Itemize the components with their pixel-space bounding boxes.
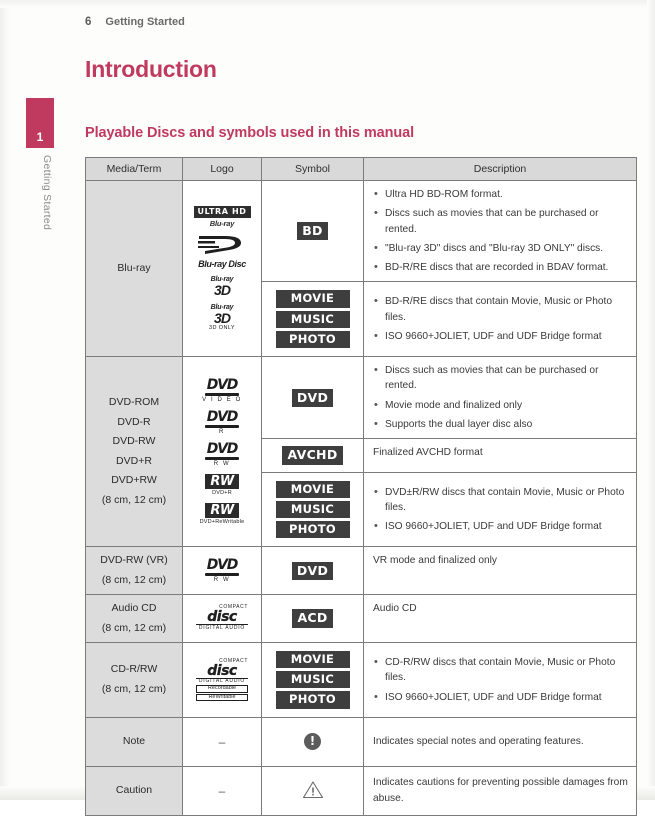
- compact-disc-recordable-logo: COMPACT disc DIGITAL AUDIO Recordable ReWritable: [196, 659, 248, 702]
- symbol-badge-music: MUSIC: [276, 501, 350, 518]
- running-header: [85, 16, 185, 28]
- symbol-badge-dvd: DVD: [292, 562, 333, 580]
- list-item: • BD-R/RE discs that are recorded in BDAV format.: [373, 260, 628, 275]
- media-label: DVD-RW: [112, 435, 156, 448]
- cell-symbol-acd: [262, 595, 364, 643]
- cell-logo-dvdrw-vr: [183, 547, 262, 595]
- bluray-swoosh-icon: [195, 234, 249, 259]
- cell-description-audio-cd: Audio CD: [364, 595, 637, 643]
- cell-media-cd-rrw: [86, 643, 183, 718]
- symbol-badge-acd: ACD: [292, 609, 332, 627]
- media-label: DVD+R: [116, 454, 152, 467]
- list-item: • Ultra HD BD-ROM format.: [373, 187, 628, 202]
- scan-edge-left: [0, 0, 10, 800]
- list-item: • CD-R/RW discs that contain Movie, Music or Photo files.: [373, 655, 628, 686]
- bluray-3d-only-logo: Blu-ray 3D 3D ONLY: [209, 304, 235, 332]
- cell-logo-bluray: [183, 181, 262, 357]
- playable-discs-table: [85, 157, 637, 816]
- list-item: • ISO 9660+JOLIET, UDF and UDF Bridge format: [373, 519, 628, 534]
- table-row: [86, 643, 637, 718]
- cell-symbol-note: [262, 717, 364, 766]
- compact-disc-logo: COMPACT disc DIGITAL AUDIO: [196, 605, 248, 631]
- cell-symbol-dvd: [262, 357, 364, 439]
- symbol-badge-avchd: AVCHD: [282, 446, 342, 464]
- media-label: (8 cm, 12 cm): [101, 573, 167, 586]
- dvd-rw-logo: DVD R W: [206, 557, 238, 584]
- media-label: Audio CD: [111, 602, 157, 615]
- cell-logo-caution: [183, 766, 262, 815]
- header-rule: [85, 34, 637, 35]
- bluray-3d-logo: Blu-ray 3D: [210, 276, 234, 299]
- cell-description-avchd: Finalized AVCHD format: [364, 439, 637, 472]
- chapter-number: 1: [36, 130, 44, 144]
- cell-symbol-avchd: [262, 439, 364, 472]
- cell-description-dvdrw-vr: VR mode and finalized only: [364, 547, 637, 595]
- media-label: Caution: [115, 783, 153, 796]
- dvd-underbar: [205, 573, 239, 576]
- symbol-badge-movie: MOVIE: [276, 481, 350, 498]
- cell-description-dvd-media: [364, 472, 637, 547]
- cell-symbol-bluray-media: [262, 282, 364, 357]
- media-label: Blu-ray: [117, 261, 151, 274]
- dvd-plus-r-logo: RW DVD+R: [205, 474, 238, 496]
- dvd-rw-logo: DVD R W: [206, 441, 238, 468]
- list-item: • Supports the dual layer disc also: [373, 417, 628, 432]
- chapter-side-label: Getting Started: [41, 155, 53, 231]
- list-item: • "Blu-ray 3D" discs and "Blu-ray 3D ONLY" discs.: [373, 241, 628, 256]
- note-exclamation-icon: !: [304, 733, 321, 750]
- media-label: DVD+RW: [111, 474, 157, 487]
- cell-symbol-dvd-media: [262, 472, 364, 547]
- dvd-plus-rewritable-logo: RW DVD+ReWritable: [199, 503, 245, 525]
- table-row: [86, 766, 637, 815]
- table-row: [86, 717, 637, 766]
- table-row: [86, 181, 637, 282]
- media-label: (8 cm, 12 cm): [101, 682, 167, 695]
- running-header-section: Getting Started: [105, 16, 185, 28]
- ultrahd-bluray-logo: ULTRA HD Blu-ray: [194, 206, 251, 228]
- cell-media-caution: [86, 766, 183, 815]
- list-item: • DVD±R/RW discs that contain Movie, Music or Photo files.: [373, 485, 628, 516]
- list-item: • ISO 9660+JOLIET, UDF and UDF Bridge format: [373, 690, 628, 705]
- logo-dash: –: [218, 734, 226, 749]
- cell-media-audio-cd: [86, 595, 183, 643]
- cell-media-dvd: [86, 357, 183, 547]
- list-item: • ISO 9660+JOLIET, UDF and UDF Bridge format: [373, 329, 628, 344]
- symbol-badge-movie: MOVIE: [276, 290, 350, 307]
- cell-description-dvd-1: [364, 357, 637, 439]
- bluray-disc-logo: Blu-ray Disc: [195, 234, 249, 269]
- cell-description-note: Indicates special notes and operating features.: [364, 717, 637, 766]
- table-row: [86, 547, 637, 595]
- cell-symbol-caution: [262, 766, 364, 815]
- cell-symbol-dvd-vr: [262, 547, 364, 595]
- media-label: DVD-R: [117, 415, 151, 428]
- symbol-badge-photo: PHOTO: [276, 521, 350, 538]
- cell-symbol-cd-media: [262, 643, 364, 718]
- symbol-badge-photo: PHOTO: [276, 691, 350, 708]
- list-item: • BD-R/RE discs that contain Movie, Music or Photo files.: [373, 294, 628, 325]
- scan-edge-right: [647, 0, 655, 800]
- logo-dash: –: [218, 783, 226, 798]
- media-label: (8 cm, 12 cm): [101, 493, 167, 506]
- dvd-underbar: [205, 457, 239, 460]
- cell-logo-dvd: [183, 357, 262, 547]
- symbol-badge-music: MUSIC: [276, 671, 350, 688]
- column-header-description: Description: [364, 158, 637, 181]
- cell-symbol-bd: [262, 181, 364, 282]
- chapter-tab: [26, 98, 54, 148]
- cell-description-cd-rrw: [364, 643, 637, 718]
- symbol-badge-music: MUSIC: [276, 311, 350, 328]
- media-label: (8 cm, 12 cm): [101, 621, 167, 634]
- column-header-logo: Logo: [183, 158, 262, 181]
- dvd-underbar: [205, 425, 239, 428]
- list-item: • Discs such as movies that can be purchased or rented.: [373, 363, 628, 394]
- symbol-badge-movie: MOVIE: [276, 651, 350, 668]
- dvd-r-logo: DVD R: [206, 409, 238, 436]
- scan-edge-top: [0, 0, 655, 8]
- cell-logo-note: [183, 717, 262, 766]
- dvd-video-logo: DVD V I D E O: [202, 377, 242, 404]
- cell-description-bluray-1: [364, 181, 637, 282]
- table-row: [86, 595, 637, 643]
- media-label: Note: [122, 734, 146, 747]
- list-item: • Movie mode and finalized only: [373, 398, 628, 413]
- column-header-symbol: Symbol: [262, 158, 364, 181]
- symbol-badge-dvd: DVD: [292, 389, 333, 407]
- column-header-media: Media/Term: [86, 158, 183, 181]
- symbol-badge-photo: PHOTO: [276, 331, 350, 348]
- table-row: [86, 357, 637, 439]
- cell-media-bluray: [86, 181, 183, 357]
- list-item: • Discs such as movies that can be purchased or rented.: [373, 206, 628, 237]
- cell-logo-cd-rrw: [183, 643, 262, 718]
- cell-media-dvdrw-vr: [86, 547, 183, 595]
- media-label: DVD-RW (VR): [100, 554, 168, 567]
- section-title: Playable Discs and symbols used in this manual: [85, 125, 415, 141]
- page-number: 6: [85, 16, 92, 28]
- page-title: Introduction: [85, 56, 217, 82]
- media-label: CD-R/RW: [110, 663, 158, 676]
- cell-logo-audio-cd: [183, 595, 262, 643]
- cell-description-bluray-2: [364, 282, 637, 357]
- symbol-badge-bd: BD: [297, 222, 328, 240]
- media-label: DVD-ROM: [108, 396, 160, 409]
- dvd-underbar: [205, 393, 239, 396]
- cell-media-note: [86, 717, 183, 766]
- table-header-row: [86, 158, 637, 181]
- cell-description-caution: Indicates cautions for preventing possible damages from abuse.: [364, 766, 637, 815]
- caution-triangle-icon: [302, 780, 324, 802]
